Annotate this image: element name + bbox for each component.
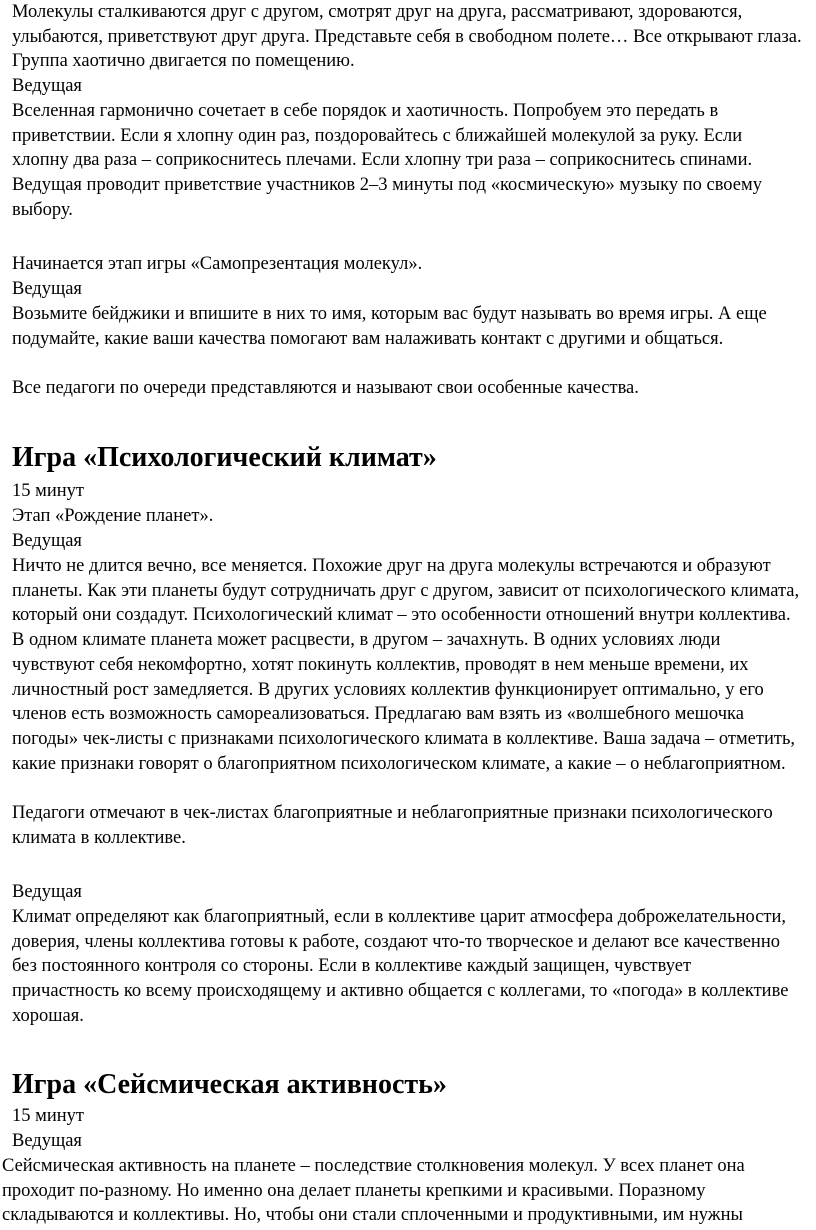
- paragraph-badges: Возьмите бейджики и впишите в них то имя, которым вас будут называть во время игры. А еще подумайте, какие ваши качества помогают вам налаживать контакт с другими и общаться.: [12, 304, 767, 349]
- speaker-label: Ведущая: [12, 882, 82, 902]
- paragraph-self-presentation-stage: Начинается этап игры «Самопрезентация молекул».: [12, 254, 423, 274]
- speaker-label: Ведущая: [12, 76, 82, 96]
- paragraph-molecules-collide: Молекулы сталкиваются друг с другом, смотрят друг на друга, рассматривают, здороваются, улыбаются, приветствуют друг друга. Представьте себя в свободном полете… Все открывают глаза. Группа хаотично двигается по помещению.: [12, 2, 802, 72]
- paragraph-favorable-climate: Климат определяют как благоприятный, если в коллективе царит атмосфера доброжелательности, доверия, члены коллектива готовы к работе, создают что-то творческое и делают все качественно без постоянного контроля со стороны. Если в коллективе каждый защищен, чувствует причастность ко всему происходящему и активно общается с коллегами, то «погода» в коллективе хорошая.: [12, 907, 789, 1026]
- speaker-label: Ведущая: [12, 279, 82, 299]
- duration-label: 15 минут: [12, 1106, 84, 1126]
- speaker-label: Ведущая: [12, 531, 82, 551]
- paragraph-checklists: Педагоги отмечают в чек-листах благоприятные и неблагоприятные признаки психологического климата в коллективе.: [12, 803, 773, 848]
- speaker-label: Ведущая: [12, 1131, 82, 1151]
- paragraph-universe-harmony: Вселенная гармонично сочетает в себе порядок и хаотичность. Попробуем это передать в приветствии. Если я хлопну один раз, поздоровайтесь с ближайшей молекулой за руку. Если хлопну два раза – соприкоснитесь плечами. Если хлопну три раза – соприкоснитесь спинами.: [12, 101, 753, 171]
- section-heading-psychological-climate: Игра «Психологический климат»: [12, 442, 437, 473]
- paragraph-teachers-introduce: Все педагоги по очереди представляются и называют свои особенные качества.: [12, 378, 639, 398]
- stage-label: Этап «Рождение планет».: [12, 506, 214, 526]
- duration-label: 15 минут: [12, 481, 84, 501]
- paragraph-greeting-instruction: Ведущая проводит приветствие участников 2–3 минуты под «космическую» музыку по своему выбору.: [12, 175, 762, 220]
- section-heading-seismic-activity: Игра «Сейсмическая активность»: [12, 1069, 447, 1100]
- paragraph-seismic-activity: Сейсмическая активность на планете – последствие столкновения молекул. У всех планет она проходит по-разному. Но именно она делает планеты крепкими и красивыми. Поразному складываются и коллективы. Но, чтобы они стали сплоченными и продуктивными, им нужны: [2, 1156, 745, 1226]
- paragraph-nothing-lasts-forever: Ничто не длится вечно, все меняется. Похожие друг на друга молекулы встречаются и образуют планеты. Как эти планеты будут сотрудничать друг с другом, зависит от психологического климата, который они создадут. Психологический климат – это особенности отношений внутри коллектива. В одном климате планета может расцвести, в другом – зачахнуть. В одних условиях люди чувствуют себя некомфортно, хотят покинуть коллектив, проводят в нем меньше времени, их личностный рост замедляется. В других условиях коллектив функционирует оптимально, у его членов есть возможность самореализоваться. Предлагаю вам взять из «волшебного мешочка погоды» чек-листы с признаками психологического климата в коллективе. Ваша задача – отметить, какие признаки говорят о благоприятном психологическом климате, а какие – о неблагоприятном.: [12, 556, 800, 774]
